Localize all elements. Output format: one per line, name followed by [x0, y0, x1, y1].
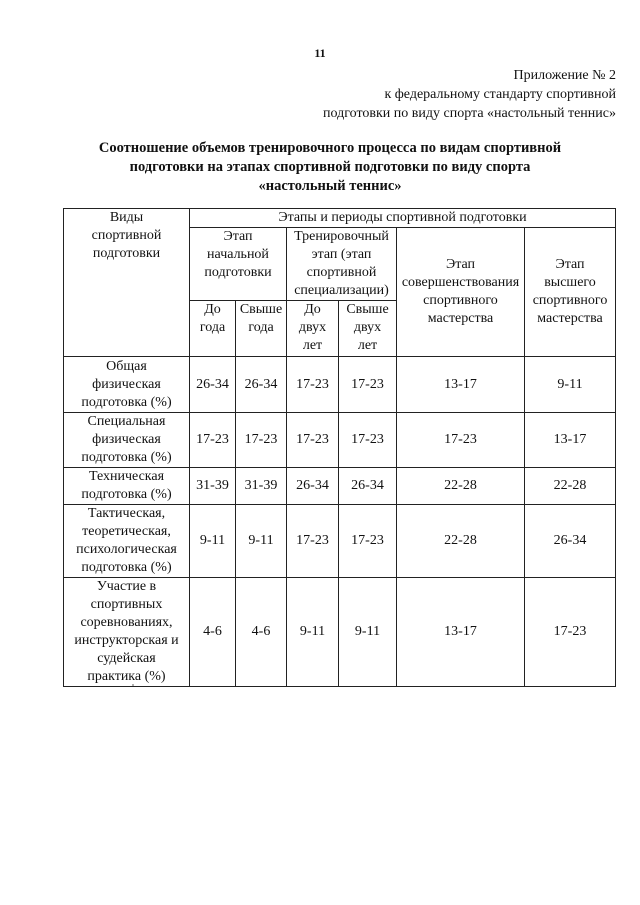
value-cell: 31-39	[190, 468, 236, 505]
value-cell: 9-11	[287, 578, 339, 687]
stage-header-initial	[190, 228, 287, 301]
value-cell: 4-6	[190, 578, 236, 687]
row-label-line: Специальная	[87, 414, 166, 429]
table-row	[64, 505, 616, 578]
table-row	[64, 578, 616, 687]
stage-line: специализации)	[294, 283, 389, 298]
value-cell: 17-23	[287, 413, 339, 468]
value-cell: 26-34	[236, 357, 287, 413]
period-header-up-to-two-years	[287, 301, 339, 357]
stage-line: Этап	[223, 229, 253, 244]
stage-line: мастерства	[427, 311, 494, 326]
row-label-line: подготовка (%)	[81, 560, 172, 575]
value-cell: 17-23	[397, 413, 525, 468]
value-cell: 17-23	[236, 413, 287, 468]
value-cell: 22-28	[397, 468, 525, 505]
period-line: лет	[357, 338, 378, 353]
value-cell: 22-28	[525, 468, 616, 505]
row-label-line: судейская	[97, 651, 156, 666]
period-line: Свыше	[239, 302, 283, 317]
document-title	[60, 139, 600, 196]
value-cell: 9-11	[190, 505, 236, 578]
title-line: подготовки на этапах спортивной подготовки по виду спорта	[129, 159, 531, 175]
stage-line: высшего	[544, 275, 596, 290]
period-line: двух	[298, 320, 327, 335]
row-label-line: теоретическая,	[82, 524, 171, 539]
stage-header-training	[287, 228, 397, 301]
value-cell: 31-39	[236, 468, 287, 505]
appendix-line: Приложение № 2	[513, 68, 616, 83]
row-label-line: инструкторская и	[74, 633, 179, 648]
value-cell: 26-34	[190, 357, 236, 413]
table-row	[64, 357, 616, 413]
value-cell: 26-34	[525, 505, 616, 578]
value-cell: 17-23	[525, 578, 616, 687]
row-label	[64, 413, 190, 468]
value-cell: 13-17	[397, 357, 525, 413]
value-cell: 9-11	[339, 578, 397, 687]
period-line: Свыше	[346, 302, 389, 317]
row-label-line: практика (%)	[87, 669, 166, 684]
appendix-line: к федеральному стандарту спортивной	[384, 87, 616, 102]
scan-speck	[132, 684, 134, 686]
page-number: 11	[314, 46, 326, 60]
row-label-line: подготовка (%)	[81, 487, 172, 502]
row-label-line: физическая	[92, 376, 161, 392]
table-row	[64, 413, 616, 468]
value-cell: 9-11	[525, 357, 616, 413]
stage-line: этап (этап	[311, 247, 372, 262]
periods-header-cell: Этапы и периоды спортивной подготовки	[190, 209, 616, 228]
value-cell: 17-23	[339, 505, 397, 578]
row-label-line: физическая	[92, 432, 161, 447]
stage-line: спортивной	[306, 265, 377, 280]
stage-line: начальной	[207, 247, 269, 262]
appendix-reference	[323, 66, 616, 123]
stage-header-improvement	[397, 228, 525, 357]
value-cell: 17-23	[190, 413, 236, 468]
period-line: года	[199, 320, 226, 335]
table-row	[64, 468, 616, 505]
stage-line: мастерства	[537, 311, 603, 326]
kind-header-line: подготовки	[92, 246, 161, 261]
row-label-line: подготовка (%)	[81, 394, 172, 410]
row-label-line: Тактическая,	[87, 506, 166, 521]
kind-header-cell	[64, 209, 190, 357]
row-label	[64, 357, 190, 413]
stage-line: спортивного	[532, 293, 608, 308]
period-header-up-to-year	[190, 301, 236, 357]
row-label-line: спортивных	[90, 597, 163, 612]
row-label-line: Участие в	[96, 579, 157, 594]
value-cell: 4-6	[236, 578, 287, 687]
row-label	[64, 578, 190, 687]
period-line: До	[204, 302, 221, 317]
value-cell: 26-34	[287, 468, 339, 505]
value-cell: 17-23	[287, 357, 339, 413]
training-ratio-table	[63, 208, 616, 687]
period-header-over-two-years	[339, 301, 397, 357]
stage-header-highest	[525, 228, 616, 357]
stage-line: Этап	[445, 257, 476, 272]
appendix-line: подготовки по виду спорта «настольный теннис»	[323, 106, 616, 121]
row-label-line: соревнованиях,	[80, 615, 173, 630]
kind-header-line: Виды	[109, 210, 144, 225]
value-cell: 26-34	[339, 468, 397, 505]
row-label-line: подготовка (%)	[81, 450, 172, 465]
value-cell: 17-23	[339, 413, 397, 468]
stage-line: спортивного	[423, 293, 498, 308]
period-header-over-year	[236, 301, 287, 357]
value-cell: 9-11	[236, 505, 287, 578]
row-label	[64, 505, 190, 578]
period-line: До	[304, 302, 321, 317]
stage-line: Тренировочный	[294, 229, 389, 244]
value-cell: 22-28	[397, 505, 525, 578]
title-line: Соотношение объемов тренировочного процесса по видам спортивной	[98, 140, 562, 156]
stage-line: совершенствования	[401, 275, 520, 290]
kind-header-line: спортивной	[91, 228, 162, 243]
value-cell: 17-23	[287, 505, 339, 578]
title-line: «настольный теннис»	[258, 178, 402, 194]
period-line: двух	[353, 320, 382, 335]
stage-line: подготовки	[204, 265, 272, 280]
value-cell: 13-17	[525, 413, 616, 468]
value-cell: 13-17	[397, 578, 525, 687]
stage-line: Этап	[555, 257, 585, 272]
period-line: лет	[302, 338, 323, 353]
row-label	[64, 468, 190, 505]
row-label-line: Техническая	[88, 469, 165, 484]
period-line: года	[248, 320, 274, 335]
row-label-line: Общая	[106, 358, 147, 374]
value-cell: 17-23	[339, 357, 397, 413]
row-label-line: психологическая	[76, 542, 177, 557]
